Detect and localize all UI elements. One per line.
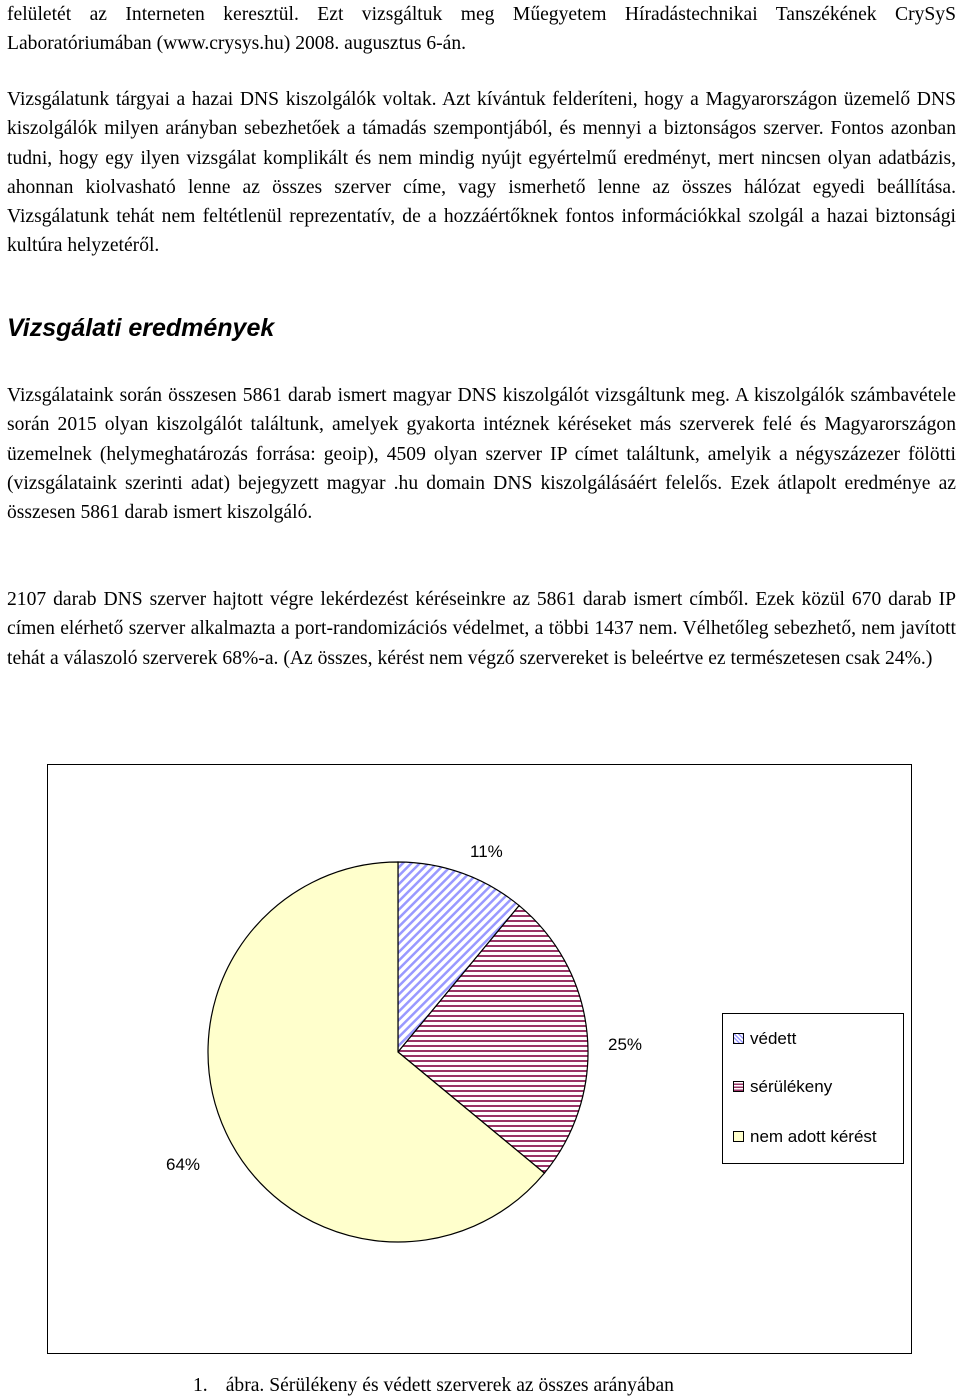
chart-legend [722, 1013, 904, 1164]
figure-caption-number: 1. [193, 1375, 208, 1396]
legend-label-vulnerable: sérülékeny [750, 1077, 833, 1096]
paragraph-intro: felületét az Interneten keresztül. Ezt vizsgáltuk meg Műegyetem Híradástechnikai Tanszékének CrySyS Laboratóriumában (www.crysys.hu) 2008. augusztus 6-án. [7, 4, 956, 55]
legend-label-protected: védett [750, 1029, 797, 1048]
paragraph-results: Vizsgálataink során összesen 5861 darab ismert magyar DNS kiszolgálót vizsgáltunk meg. A kiszolgálók számbavétele során 2015 olyan kiszolgálót találtunk, amelyek gyakorta intéznek kéréseket más szerverek felé és Magyarországon üzemelnek (helymeghatározás forrása: geoip), 4509 olyan szerver IP címet találtunk, amelyik a négyszázezer fölötti (vizsgálataink szerinti adat) bejegyzett magyar .hu domain DNS kiszolgálásáért felelős. Ezek átlapolt eredménye az összesen 5861 darab ismert kiszolgáló. [7, 385, 956, 524]
paragraph-statistics: 2107 darab DNS szerver hajtott végre lekérdezést kéréseinkre az 5861 darab ismert címből. Ezek közül 670 darab IP címen elérhető szerver alkalmazta a port-randomizációs védelmet, a többi 1437 nem. Vélhetőleg sebezhető, nem javított tehát a válaszoló szerverek 68%-a. (Az összes, kérést nem végző szervereket is beleértve ez természetesen csak 24%.) [7, 589, 956, 669]
legend-swatch-protected [733, 1033, 744, 1044]
paragraph-subject: Vizsgálatunk tárgyai a hazai DNS kiszolgálók voltak. Azt kívántuk felderíteni, hogy a Magyarországon üzemelő DNS kiszolgálók milyen arányban sebezhetőek a támadás szempontjából, és mennyi a biztonságos szerver. Fontos azonban tudni, hogy egy ilyen vizsgálat komplikált és nem mindig nyújt egyértelmű eredményt, mert nincsen olyan adatbázis, ahonnan kiolvasható lenne az összes szerver címe, vagy ismerhető lenne az összes hálózat egyedi beállítása. Vizsgálatunk tehát nem feltétlenül reprezentatív, de a hozzáértőknek fontos információkkal szolgál a hazai biztonsági kultúra helyzetéről. [7, 89, 956, 257]
pie-label-protected: 11% [470, 842, 503, 861]
legend-swatch-vulnerable [733, 1081, 744, 1092]
legend-label-no-request: nem adott kérést [750, 1127, 877, 1146]
legend-swatch-no-request [733, 1131, 744, 1142]
figure-caption-text: ábra. Sérülékeny és védett szerverek az összes arányában [225, 1375, 674, 1396]
figure-caption [193, 1373, 674, 1399]
section-heading: Vizsgálati eredmények [7, 314, 275, 342]
pie-label-vulnerable: 25% [608, 1035, 643, 1054]
pie-label-no-request: 64% [166, 1155, 201, 1174]
